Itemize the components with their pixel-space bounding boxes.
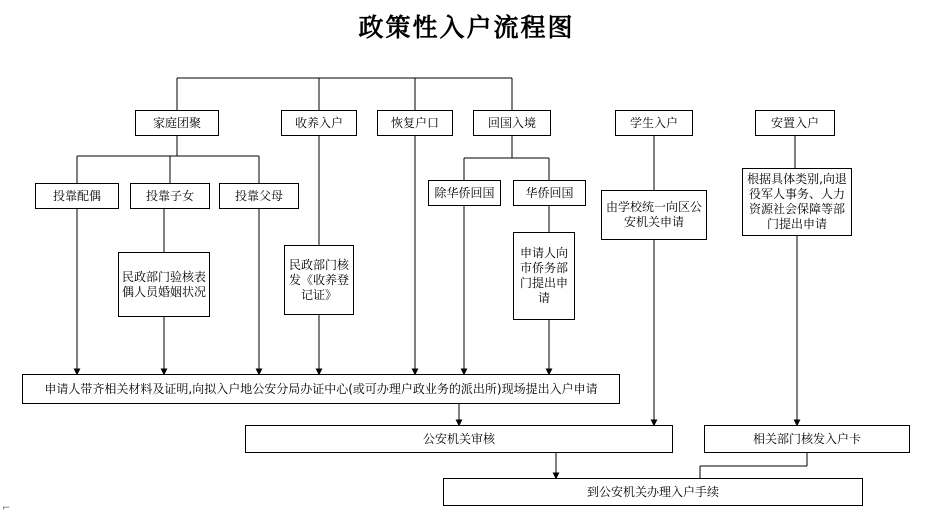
node-apply-by-category[interactable]: 根据具体类别,向退役军人事务、人力资源社会保障等部门提出申请 — [742, 168, 852, 236]
node-issue-settlement-card[interactable]: 相关部门核发入户卡 — [704, 425, 910, 453]
node-family-reunion[interactable]: 家庭团聚 — [135, 110, 219, 136]
node-join-children[interactable]: 投靠子女 — [130, 183, 210, 209]
node-complete-settlement-procedure[interactable]: 到公安机关办理入户手续 — [443, 478, 863, 506]
node-apply-to-overseas-affairs[interactable]: 申请人向市侨务部门提出申请 — [513, 232, 575, 320]
node-adoption-settlement[interactable]: 收养入户 — [281, 110, 357, 136]
node-overseas-chinese-return[interactable]: 华侨回国 — [513, 180, 586, 206]
node-join-spouse[interactable]: 投靠配偶 — [35, 183, 119, 209]
page-title: 政策性入户流程图 — [358, 13, 575, 42]
node-submit-application-onsite[interactable]: 申请人带齐相关材料及证明,向拟入户地公安分局办证中心(或可办理户政业务的派出所)现场提出入户申请 — [22, 374, 620, 404]
node-return-entry[interactable]: 回国入境 — [473, 110, 551, 136]
page-corner-mark: ⌐ — [2, 503, 11, 514]
node-civil-affairs-adoption-cert[interactable]: 民政部门核发《收养登记证》 — [284, 245, 354, 315]
node-non-overseas-chinese-return[interactable]: 除华侨回国 — [428, 180, 501, 206]
node-restore-hukou[interactable]: 恢复户口 — [377, 110, 453, 136]
node-civil-affairs-marriage-check[interactable]: 民政部门验核表偶人员婚姻状况 — [118, 252, 210, 317]
node-join-parents[interactable]: 投靠父母 — [219, 183, 299, 209]
node-school-unified-application[interactable]: 由学校统一向区公安机关申请 — [601, 190, 707, 240]
node-police-review[interactable]: 公安机关审核 — [245, 425, 673, 453]
node-student-settlement[interactable]: 学生入户 — [615, 110, 693, 136]
node-placement-settlement[interactable]: 安置入户 — [755, 110, 835, 136]
